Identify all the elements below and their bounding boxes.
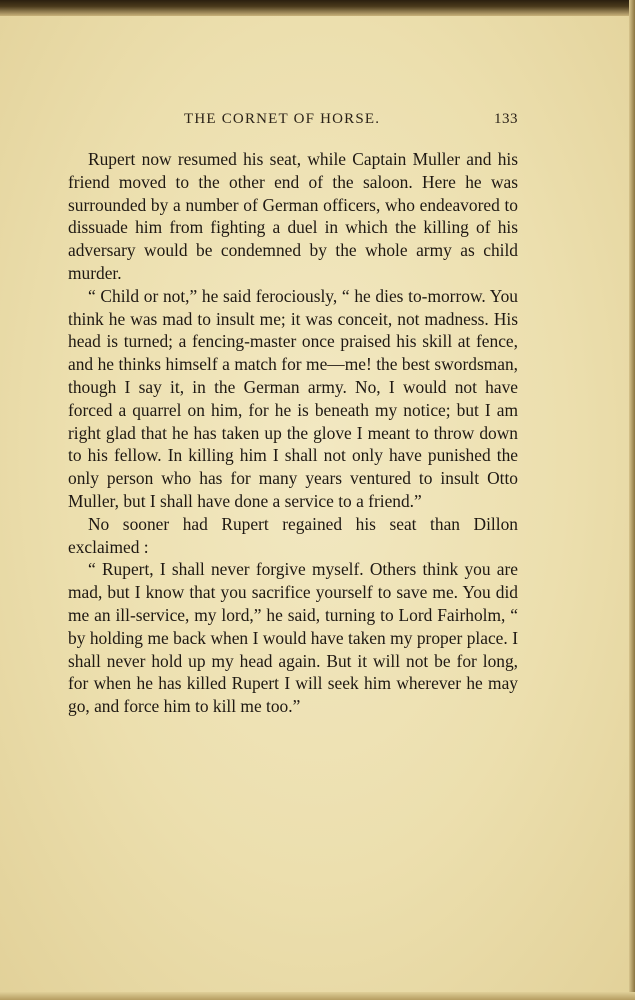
running-title: THE CORNET OF HORSE. — [184, 111, 381, 127]
body-text — [68, 148, 518, 718]
page-number: 133 — [494, 111, 518, 127]
page-right-edge — [629, 0, 635, 1000]
paragraph: Rupert now resumed his seat, while Captain Muller and his friend moved to the other end of the saloon. Here he was surrounded by a number of German officers, who endeavored to dissuade him from fighting a duel in which the killing of his adversary would be condemned by the whole army as child murder. — [68, 149, 518, 283]
paragraph: “ Child or not,” he said ferociously, “ he dies to-morrow. You think he was mad to insult me; it was conceit, not madness. His head is turned; a fencing-master once praised his skill at fence, and he thinks himself a match for me—me! the best swordsman, though I say it, in the German army. No, I would not have forced a quarrel on him, for he is beneath my notice; but I am right glad that he has taken up the glove I meant to throw down to his fellow. In killing him I shall not only have punished the only person who has for many years ventured to insult Otto Muller, but I shall have done a service to a friend.” — [68, 285, 518, 511]
page-top-edge — [0, 0, 635, 16]
paragraph: No sooner had Rupert regained his seat than Dillon exclaimed : — [68, 513, 518, 557]
running-head — [68, 111, 518, 131]
page-bottom-edge — [0, 992, 635, 1000]
paragraph: “ Rupert, I shall never forgive myself. Others think you are mad, but I know that you sacrifice yourself to save me. You did me an ill-service, my lord,” he said, turning to Lord Fairholm, “ by holding me back when I would have taken my proper place. I shall never hold up my head again. But it will not be for long, for when he has killed Rupert I will seek him wherever he may go, and force him to kill me too.” — [68, 559, 518, 717]
